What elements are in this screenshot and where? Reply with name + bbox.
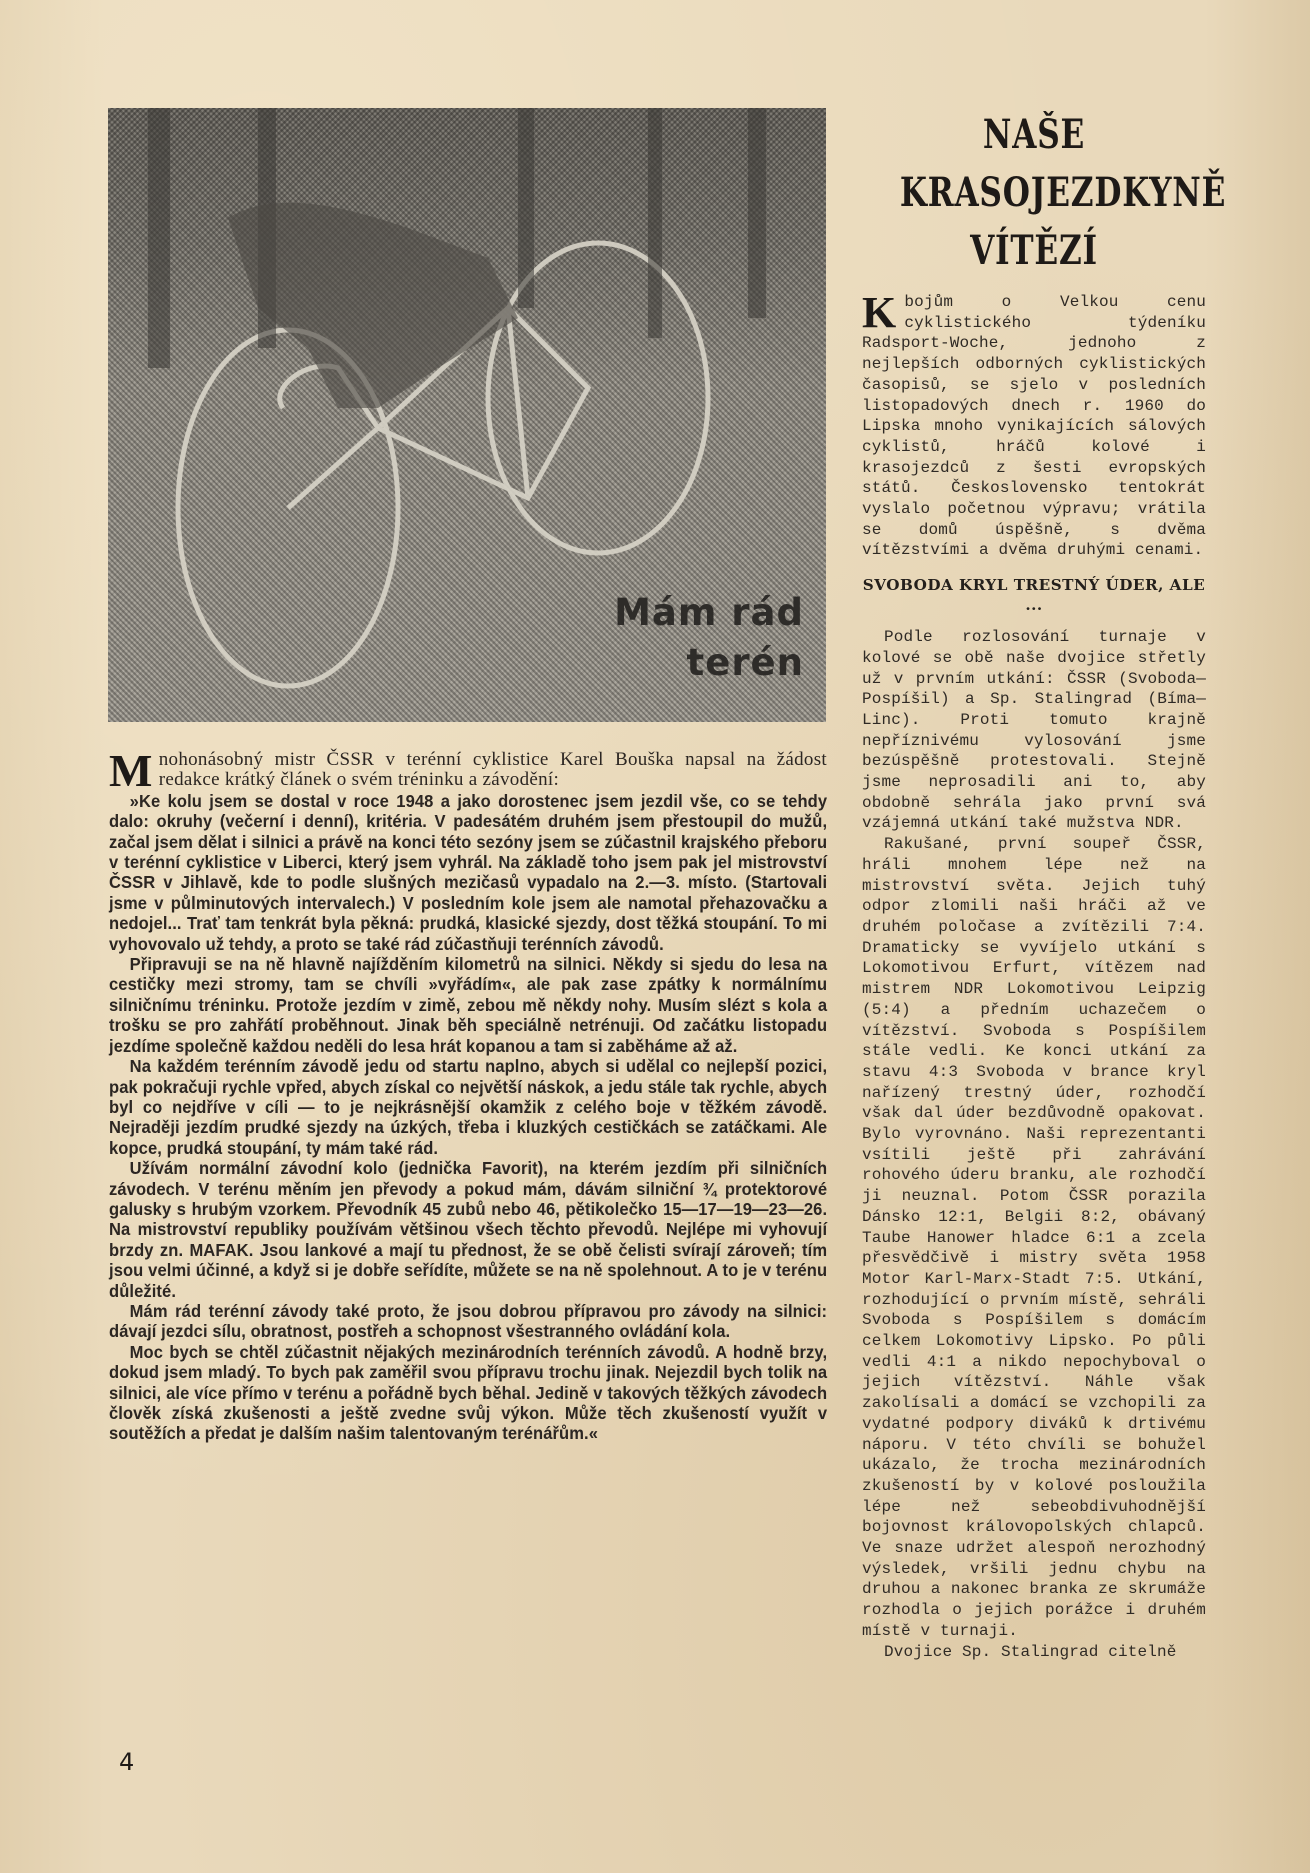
headline-line: VÍTĚZÍ (970, 227, 1098, 274)
article-paragraph: Dvojice Sp. Stalingrad citelně (884, 1642, 1177, 1661)
article-paragraph: »Ke kolu jsem se dostal v roce 1948 a jako dorostenec jsem jezdil vše, co se tehdy dalo: okruhy (večerní i denní), kritéria. V padesátém druhém jsem přestoupil do mužů, začal jsem dělat i silnici a právě na konci této sezóny jsem se zúčastnil krajského přeboru v terénní cyklistice v Liberci, který jsem vyhrál. Na základě toho jsem pak jel mistrovství ČSSR v Jihlavě, kde to podle slušných mezičasů vypadalo na 2.—3. místo. (Startovali jsme v půlminutových intervalech.) V posledním kole jsem ale namotal přehazovačku a nedojel... Trať tam tenkrát byla pěkná: prudká, klasické sjezdy, dost těžká stoupání. To mi vyhovovalo už tehdy, a proto se také rád zúčastňuji terénních závodů. (109, 790, 828, 954)
article-paragraph: Moc bych se chtěl zúčastnit nějakých mezinárodních terénních závodů. A hodně brzy, dokud jsem mladý. To bych pak zaměřil svou přípravu trochu jinak. Nejezdil bych tolik na silnici, ale více přímo v terénu a pořádně bych běhal. Jedině v takových těžkých závodech člověk získá zkušenosti a ještě zvedne svůj výkon. Může těch zkušeností využít v soutěžích a předat je dalším našim talentovaným terénářům.« (109, 1341, 828, 1444)
article-paragraph: Rakušané, první soupeř ČSSR, hráli mnohem lépe než na mistrovství světa. Jejich tuhý odpor zlomili naši hráči až ve druhém poločase a zvítězili 7:4. Dramaticky se vyvíjelo utkání s Lokomotivou Erfurt, vítězem nad mistrem NDR Lokomotivou Leipzig (5:4) a předním uchazečem o vítězství. Svoboda s Pospíšilem stále vedli. Ke konci utkání za stavu 4:3 Svoboda v brance kryl nařízený trestný úder, rozhodčí však dal úder bezdůvodně opakovat. Bylo vyrovnáno. Naši reprezentanti vsítili ještě při zahrávání rohového úderu branku, ale rozhodčí ji neuznal. Potom ČSSR porazila Dánsko 12:1, Belgii 8:2, obávaný Taube Hanower hladce 6:1 a zcela přesvědčivě i mistry světa 1958 Motor Karl-Marx-Stadt 7:5. Utkání, rozhodující o prvním místě, sehráli Svoboda s Pospíšilem s domácím celkem Lokomotivy Lipsko. Po půli vedli 4:1 a nikdo nepochyboval o jejich vítězství. Náhle však zakolísali a domácí se vzchopili za vydatné podpory diváků k drtivému náporu. V této chvíli se bohužel ukázalo, že trocha mezinárodních zkušeností by v kolové posloužila lépe než sebeobdivuhodnější bojovnost královopolských chlapců. Ve snaze udržet alespoň nerozhodný výsledek, vršili jednu chybu na druhou a nakonec branka ze skrumáže rozhodla o jejich porážce i druhém místě v turnaji. (862, 835, 1206, 1640)
article-headline (899, 106, 1227, 280)
section-subheading: SVOBODA KRYL TRESTNÝ ÚDER, ALE ... (862, 576, 1206, 615)
tree-trunk (748, 108, 766, 318)
article-paragraph: Užívám normální závodní kolo (jednička Favorit), na kterém jezdím při silničních závodech. V terénu měním jen převody a pokud mám, dávám silniční ¾ protektorové galusky s hrubým vzorkem. Převodník 45 zubů nebo 46, pětikolečko 15—17—19—23—26. Na mistrovství republiky používám většinou všech těchto převodů. Nejlépe mi vyhovují brzdy zn. MAFAK. Jsou lankové a mají tu přednost, že se obě čelisti svírají zároveň; tím jsou velmi účinné, a když si je dobře seřídíte, můžete se na ně spolehnout. A to je v terénu důležité. (109, 1158, 828, 1301)
drop-cap: K (862, 288, 897, 337)
headline-line: KRASOJEZDKYNĚ (899, 169, 1227, 216)
article-intro (109, 745, 827, 796)
article-paragraph: Podle rozlosování turnaje v kolové se obě naše dvojice střetly už v prvním utkání: ČSSR (Svoboda—Pospíšil) a Sp. Stalingrad (Bíma—Linc). Proti tomuto krajně nepříznivému vylosování jsme bezúspěšně protestovali. Stejně jsme neprosadili ani to, aby obdobně sehrála jako první svá vzájemná utkání také mužstva NDR. (862, 628, 1206, 833)
intro-text: bojům o Velkou cenu cyklistického týdeníku Radsport-Woche, jednoho z nejlepších odborných cyklistických časopisů, se sjelo v posledních listopadových dnech r. 1960 do Lipska mnoho vynikajících sálových cyklistů, hráčů kolové i krasojezdců z šesti evropských států. Československo tentokrát vyslalo početnou výpravu; vrátila se domů úspěšně, s dvěma vítězstvími a dvěma druhými cenami. (862, 293, 1206, 560)
article-paragraph: Připravuji se na ně hlavně najížděním kilometrů na silnici. Někdy si sjedu do lesa na cestičky mezi stromy, tam se chvíli »vyřádím«, ale pak zase zpátky k normálnímu silničnímu tréninku. Protože jezdím v zimě, zebou mě někdy nohy. Musím slézt s kola a trošku se pro zahřátí proběhnout. Jinak běh speciálně netrénuji. Od začátku listopadu jezdíme společně každou neděli do lesa hrát kopanou a tam si zaběháme až až. (109, 954, 828, 1056)
rider-silhouette (228, 203, 518, 408)
intro-text: nohonásobný mistr ČSSR v terénní cyklistice Karel Bouška napsal na žádost redakce krátký článek o svém tréninku a závodění: (158, 749, 827, 791)
photo-caption-line: terén (686, 641, 804, 684)
article-paragraph: Na každém terénním závodě jedu od startu naplno, abych si udělal co nejlepší pozici, pak pokračuji rychle vpřed, abych získal co největší náskok, a jedu stále tak rychle, abych byl co nejdříve v cíli — to je nejkrásnější okamžik z celého boje v těžkém závodě. Nejraději jezdím prudké sjezdy na úzkých, třeba i kluzkých cestičkách se zatáčkami. Ale kopce, prudká stoupání, ty mám také rád. (109, 1056, 828, 1158)
headline-line: NAŠE (982, 111, 1086, 158)
tree-trunk (648, 108, 662, 338)
article-paragraph: Mám rád terénní závody také proto, že jsou dobrou přípravou pro závody na silnici: dávají jezdci sílu, obratnost, postřeh a schopnost všestranného ovládání kola. (109, 1300, 828, 1342)
right-article (862, 106, 1227, 1662)
photo-caption-line: Mám rád (614, 591, 804, 634)
article-intro (862, 288, 1206, 561)
tree-trunk (518, 108, 534, 308)
page-number: 4 (119, 1748, 135, 1776)
left-article (109, 745, 828, 1444)
tree-trunk (148, 108, 170, 368)
photo-caption (614, 588, 804, 688)
drop-cap: M (109, 745, 153, 796)
cyclist-photo (108, 108, 826, 722)
